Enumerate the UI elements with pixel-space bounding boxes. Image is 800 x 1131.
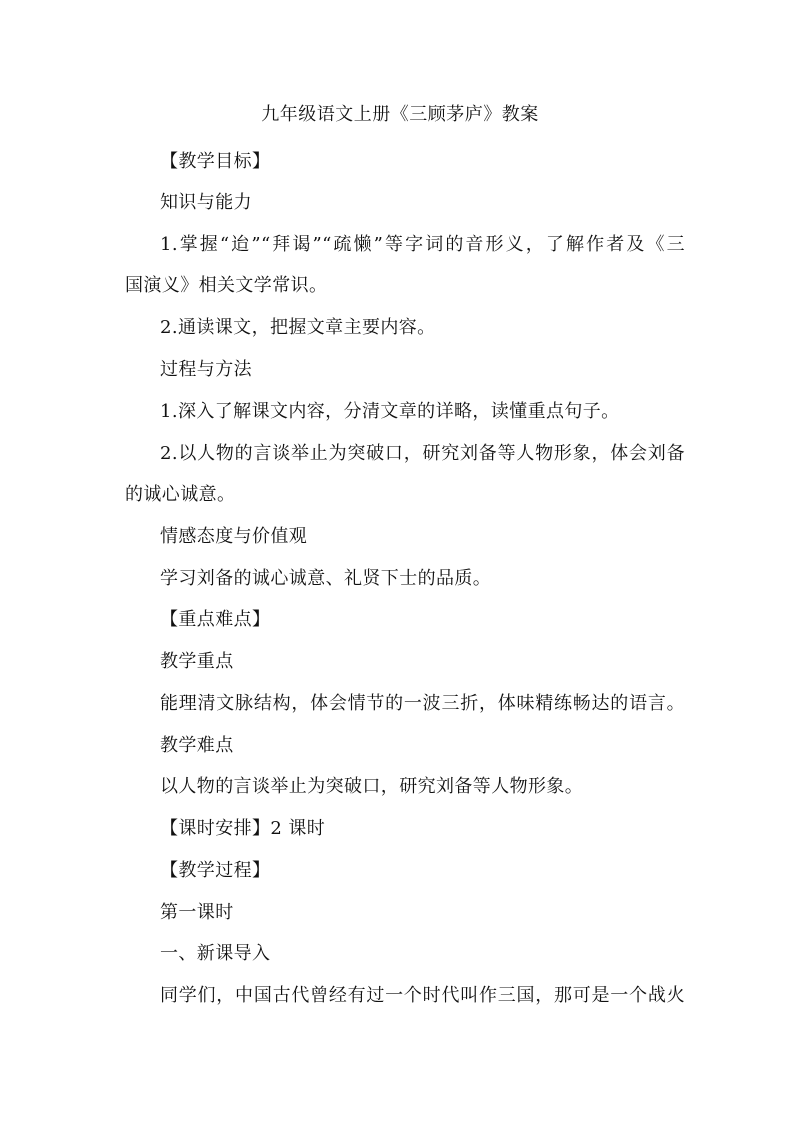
paragraph-line: 2.通读课文，把握文章主要内容。 — [160, 317, 436, 338]
document-title: 九年级语文上册《三顾茅庐》教案 — [261, 104, 539, 125]
section-heading-schedule: 【课时安排】2 课时 — [160, 818, 326, 839]
subheading-knowledge: 知识与能力 — [160, 192, 252, 213]
paragraph-line: 学习刘备的诚心诚意、礼贤下士的品质。 — [160, 568, 492, 589]
paragraph-line: 2.以人物的言谈举止为突破口，研究刘备等人物形象，体会刘备 — [160, 443, 685, 464]
subheading-first-lesson: 第一课时 — [160, 902, 234, 923]
paragraph-line: 同学们，中国古代曾经有过一个时代叫作三国，那可是一个战火 — [160, 985, 685, 1006]
paragraph-line: 的诚心诚意。 — [125, 484, 236, 505]
section-heading-objectives: 【教学目标】 — [160, 151, 271, 172]
paragraph-line: 1.深入了解课文内容，分清文章的详略，读懂重点句子。 — [160, 401, 620, 422]
subheading-intro: 一、新课导入 — [160, 943, 271, 964]
paragraph-line: 国演义》相关文学常识。 — [125, 275, 328, 296]
subheading-difficult: 教学难点 — [160, 735, 234, 756]
section-heading-keypoints: 【重点难点】 — [160, 609, 271, 630]
paragraph-line: 能理清文脉结构，体会情节的一波三折，体味精练畅达的语言。 — [160, 693, 685, 714]
section-heading-process: 【教学过程】 — [160, 860, 271, 881]
subheading-key: 教学重点 — [160, 651, 234, 672]
subheading-attitude: 情感态度与价值观 — [160, 526, 308, 547]
paragraph-line: 1.掌握“迨”“拜谒”“疏懒”等字词的音形义，了解作者及《三 — [160, 234, 685, 255]
paragraph-line: 以人物的言谈举止为突破口，研究刘备等人物形象。 — [160, 776, 584, 797]
subheading-process: 过程与方法 — [160, 359, 252, 380]
